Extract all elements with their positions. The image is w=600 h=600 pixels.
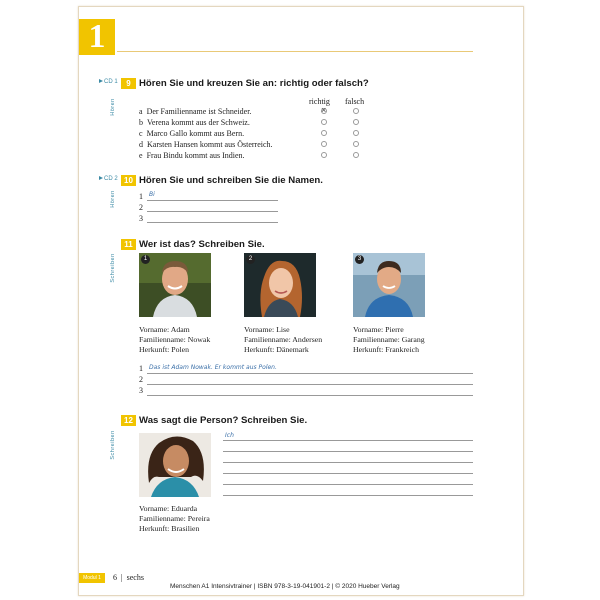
- falsch-radio[interactable]: [353, 141, 359, 147]
- column-falsch: falsch: [345, 97, 365, 106]
- first-name: Vorname: Lise: [244, 325, 290, 334]
- falsch-radio[interactable]: [353, 108, 359, 114]
- skill-label: Hören: [110, 98, 116, 116]
- richtig-radio[interactable]: [321, 141, 327, 147]
- line-number: 1: [139, 192, 143, 201]
- photo-number-badge: 3: [355, 255, 364, 264]
- answer-line[interactable]: [223, 484, 473, 485]
- list-item: c Marco Gallo kommt aus Bern.: [139, 129, 245, 138]
- answer-line[interactable]: [223, 440, 473, 441]
- exercise-title: Hören Sie und schreiben Sie die Namen.: [139, 175, 323, 186]
- last-name: Familienname: Garang: [353, 335, 425, 344]
- last-name: Familienname: Nowak: [139, 335, 211, 344]
- origin: Herkunft: Polen: [139, 345, 190, 354]
- cd-track-marker: CD 1: [99, 79, 118, 85]
- line-number: 1: [139, 364, 143, 373]
- answer-line[interactable]: [147, 200, 278, 201]
- cd-track-marker: CD 2: [99, 176, 118, 182]
- origin: Herkunft: Frankreich: [353, 345, 420, 354]
- answer-line[interactable]: [147, 373, 473, 374]
- play-icon: [99, 79, 103, 83]
- answer-line[interactable]: [147, 222, 278, 223]
- exercise-title: Wer ist das? Schreiben Sie.: [139, 239, 265, 250]
- line-number: 2: [139, 375, 143, 384]
- column-richtig: richtig: [309, 97, 330, 106]
- exercise-number: 9: [121, 78, 136, 89]
- skill-label: Schreiben: [110, 253, 116, 283]
- richtig-radio[interactable]: [321, 108, 327, 114]
- falsch-radio[interactable]: [353, 152, 359, 158]
- richtig-radio[interactable]: [321, 119, 327, 125]
- photo-number-badge: 2: [246, 255, 255, 264]
- module-tab: Modul 1: [79, 573, 105, 583]
- exercise-number: 11: [121, 239, 136, 250]
- list-item: a Der Familienname ist Schneider.: [139, 107, 252, 116]
- answer-line[interactable]: [223, 473, 473, 474]
- photo-number-badge: 1: [141, 255, 150, 264]
- person-card: [139, 325, 210, 355]
- answer-line[interactable]: [147, 395, 473, 396]
- first-name: Vorname: Eduarda: [139, 504, 198, 513]
- chapter-number: 1: [79, 19, 115, 55]
- skill-label: Schreiben: [110, 430, 116, 460]
- workbook-page: [78, 6, 524, 596]
- line-number: 3: [139, 214, 143, 223]
- richtig-radio[interactable]: [321, 152, 327, 158]
- last-name: Familienname: Andersen: [244, 335, 323, 344]
- list-item: b Verena kommt aus der Schweiz.: [139, 118, 250, 127]
- first-name: Vorname: Pierre: [353, 325, 404, 334]
- exercise-number: 10: [121, 175, 136, 186]
- person-card: [353, 325, 425, 355]
- page-number: 6 | sechs: [113, 573, 144, 582]
- exercise-title: Hören Sie und kreuzen Sie an: richtig oder falsch?: [139, 78, 369, 89]
- list-item: e Frau Bindu kommt aus Indien.: [139, 151, 245, 160]
- person-card: [244, 325, 322, 355]
- first-name: Vorname: Adam: [139, 325, 190, 334]
- exercise-title: Was sagt die Person? Schreiben Sie.: [139, 415, 308, 426]
- line-number: 3: [139, 386, 143, 395]
- chapter-rule: [117, 51, 473, 52]
- play-icon: [99, 176, 103, 180]
- publisher-credit: Menschen A1 Intensivtrainer | ISBN 978-3-19-041901-2 | © 2020 Hueber Verlag: [170, 583, 400, 590]
- exercise-number: 12: [121, 415, 136, 426]
- falsch-radio[interactable]: [353, 130, 359, 136]
- photo-eduarda: [139, 433, 211, 497]
- handwritten-answer: Das ist Adam Nowak. Er kommt aus Polen.: [149, 364, 277, 371]
- handwritten-answer: Ich: [225, 432, 234, 439]
- answer-line[interactable]: [223, 451, 473, 452]
- answer-line[interactable]: [147, 211, 278, 212]
- list-item: d Karsten Hansen kommt aus Österreich.: [139, 140, 273, 149]
- origin: Herkunft: Brasilien: [139, 524, 200, 533]
- skill-label: Hören: [110, 190, 116, 208]
- line-number: 2: [139, 203, 143, 212]
- answer-line[interactable]: [147, 384, 473, 385]
- richtig-radio[interactable]: [321, 130, 327, 136]
- answer-line[interactable]: [223, 462, 473, 463]
- person-card: [139, 504, 210, 534]
- falsch-radio[interactable]: [353, 119, 359, 125]
- answer-line[interactable]: [223, 495, 473, 496]
- last-name: Familienname: Pereira: [139, 514, 210, 523]
- handwritten-answer: Bi: [149, 191, 155, 198]
- origin: Herkunft: Dänemark: [244, 345, 309, 354]
